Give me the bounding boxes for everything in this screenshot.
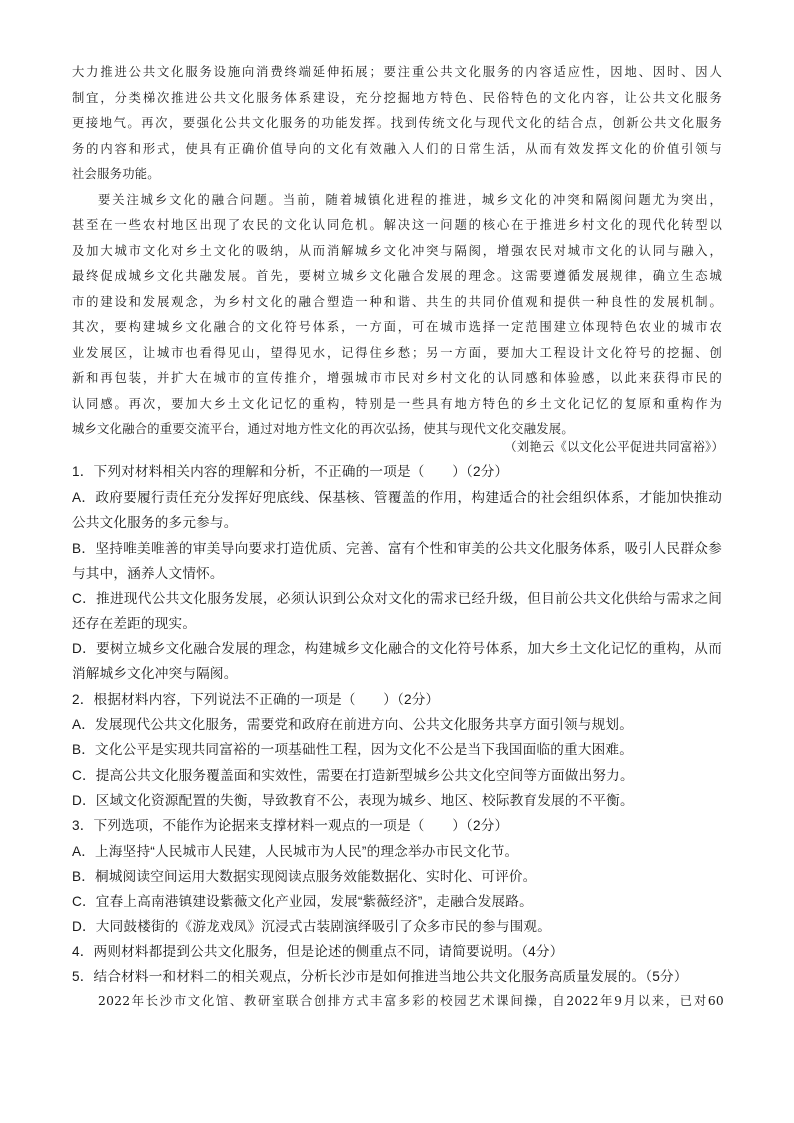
question-3-option-a: A．上海坚持“人民城市人民建，人民城市为人民”的理念举办市民文化节。 — [72, 844, 519, 859]
passage-line: 要关注城乡文化的融合问题。当前，随着城镇化进程的推进，城乡文化的冲突和隔阂问题尤为突出， — [98, 193, 722, 207]
passage-line: 制宜，分类梯次推进公共文化服务体系建设，充分挖掘地方特色、民俗特色的文化内容，让公共文化服务 — [72, 91, 722, 105]
question-2-stem: 2．根据材料内容，下列说法不正确的一项是（ ）（2分） — [72, 692, 440, 707]
passage-line: 其次，要构建城乡文化融合的文化符号体系，一方面，可在城市选择一定范围建立体现特色农业的城市农 — [72, 320, 722, 334]
passage-line: 市的建设和发展观念，为乡村文化的融合塑造一种和谐、共生的共同价值观和提供一种良性的发展机制。 — [72, 295, 722, 309]
question-2-option-c: C．提高公共文化服务覆盖面和实效性，需要在打造新型城乡公共文化空间等方面做出努力。 — [72, 768, 634, 783]
question-5: 5．结合材料一和材料二的相关观点，分析长沙市是如何推进当地公共文化服务高质量发展的。（5分） — [72, 969, 688, 984]
passage-line: 业发展区，让城市也看得见山，望得见水，记得住乡愁；另一方面，要加大工程设计文化符号的挖掘、创 — [72, 346, 722, 360]
question-4: 4．两则材料都提到公共文化服务，但是论述的侧重点不同，请简要说明。（4分） — [72, 944, 564, 959]
question-2-option-b: B．文化公平是实现共同富裕的一项基础性工程，因为文化不公是当下我国面临的重大困难。 — [72, 742, 634, 757]
question-2-option-a: A．发展现代公共文化服务，需要党和政府在前进方向、公共文化服务共享方面引领与规划。 — [72, 717, 634, 732]
source-citation: （刘艳云《以文化公平促进共同富裕》） — [504, 440, 724, 454]
question-1-stem: 1．下列对材料相关内容的理解和分析，不正确的一项是（ ）（2分） — [72, 464, 509, 479]
passage-line: 城乡文化融合的重要交流平台，通过对地方性文化的再次弘扬，使其与现代文化交融发展。 — [72, 422, 574, 436]
question-3-option-c: C．宜春上高南港镇建设紫薇文化产业园，发展“紫薇经济”，走融合发展路。 — [72, 894, 533, 909]
passage-line: 及加大城市文化对乡土文化的吸纳，从而消解城乡文化冲突与隔阂，增强农民对城市文化的认同与融入， — [72, 244, 722, 258]
material-line: 2022年长沙市文化馆、教研室联合创排方式丰富多彩的校园艺术课间操，自2022年9月以来，已对60 — [98, 994, 724, 1008]
question-1-option-b-cont: 与其中，涵养人文情怀。 — [72, 566, 224, 581]
question-1-option-a: A．政府要履行责任充分发挥好兜底线、保基核、管覆盖的作用，构建适合的社会组织体系，才能加快推动 — [72, 490, 722, 505]
question-1-option-d: D．要树立城乡文化融合发展的理念，构建城乡文化融合的文化符号体系，加大乡土文化记忆的重构，从而 — [72, 641, 722, 656]
passage-line: 大力推进公共文化服务设施向消费终端延伸拓展；要注重公共文化服务的内容适应性，因地、因时、因人 — [72, 65, 722, 79]
passage-line: 更接地气。再次，要强化公共文化服务的功能发挥。找到传统文化与现代文化的结合点，创新公共文化服务 — [72, 116, 722, 130]
passage-line: 认同感。再次，要加大乡土文化记忆的重构，特别是一些具有地方特色的乡土文化记忆的复原和重构作为 — [72, 397, 722, 411]
question-1-option-a-cont: 公共文化服务的多元参与。 — [72, 515, 238, 530]
passage-line: 社会服务功能。 — [72, 167, 160, 181]
passage-line: 甚至在一些农村地区出现了农民的文化认同危机。解决这一问题的核心在于推进乡村文化的现代化转型以 — [72, 218, 722, 232]
passage-line: 最终促成城乡文化共融发展。首先，要树立城乡文化融合发展的理念。这需要遵循发展规律，确立生态城 — [72, 269, 722, 283]
question-1-option-b: B．坚持唯美唯善的审美导向要求打造优质、完善、富有个性和审美的公共文化服务体系，吸引人民群众参 — [72, 541, 722, 556]
question-1-option-d-cont: 消解城乡文化冲突与隔阂。 — [72, 666, 238, 681]
question-3-option-d: D．大同鼓楼街的《游龙戏凤》沉浸式古装剧演绎吸引了众多市民的参与围观。 — [72, 919, 552, 934]
passage-line: 新和再包装，并扩大在城市的宣传推介，增强城市市民对乡村文化的认同感和体验感，以此来获得市民的 — [72, 371, 722, 385]
question-1-option-c-cont: 还存在差距的现实。 — [72, 616, 197, 631]
question-3-option-b: B．桐城阅读空间运用大数据实现阅读点服务效能数据化、实时化、可评价。 — [72, 869, 537, 884]
question-1-option-c: C．推进现代公共文化服务发展，必须认识到公众对文化的需求已经升级，但目前公共文化供给与需求之间 — [72, 591, 722, 606]
passage-line: 务的内容和形式，使具有正确价值导向的文化有效融入人们的日常生活，从而有效发挥文化的价值引领与 — [72, 142, 722, 156]
question-3-stem: 3．下列选项，不能作为论据来支撑材料一观点的一项是（ ）（2分） — [72, 818, 509, 833]
question-2-option-d: D．区域文化资源配置的失衡，导致教育不公，表现为城乡、地区、校际教育发展的不平衡。 — [72, 793, 634, 808]
